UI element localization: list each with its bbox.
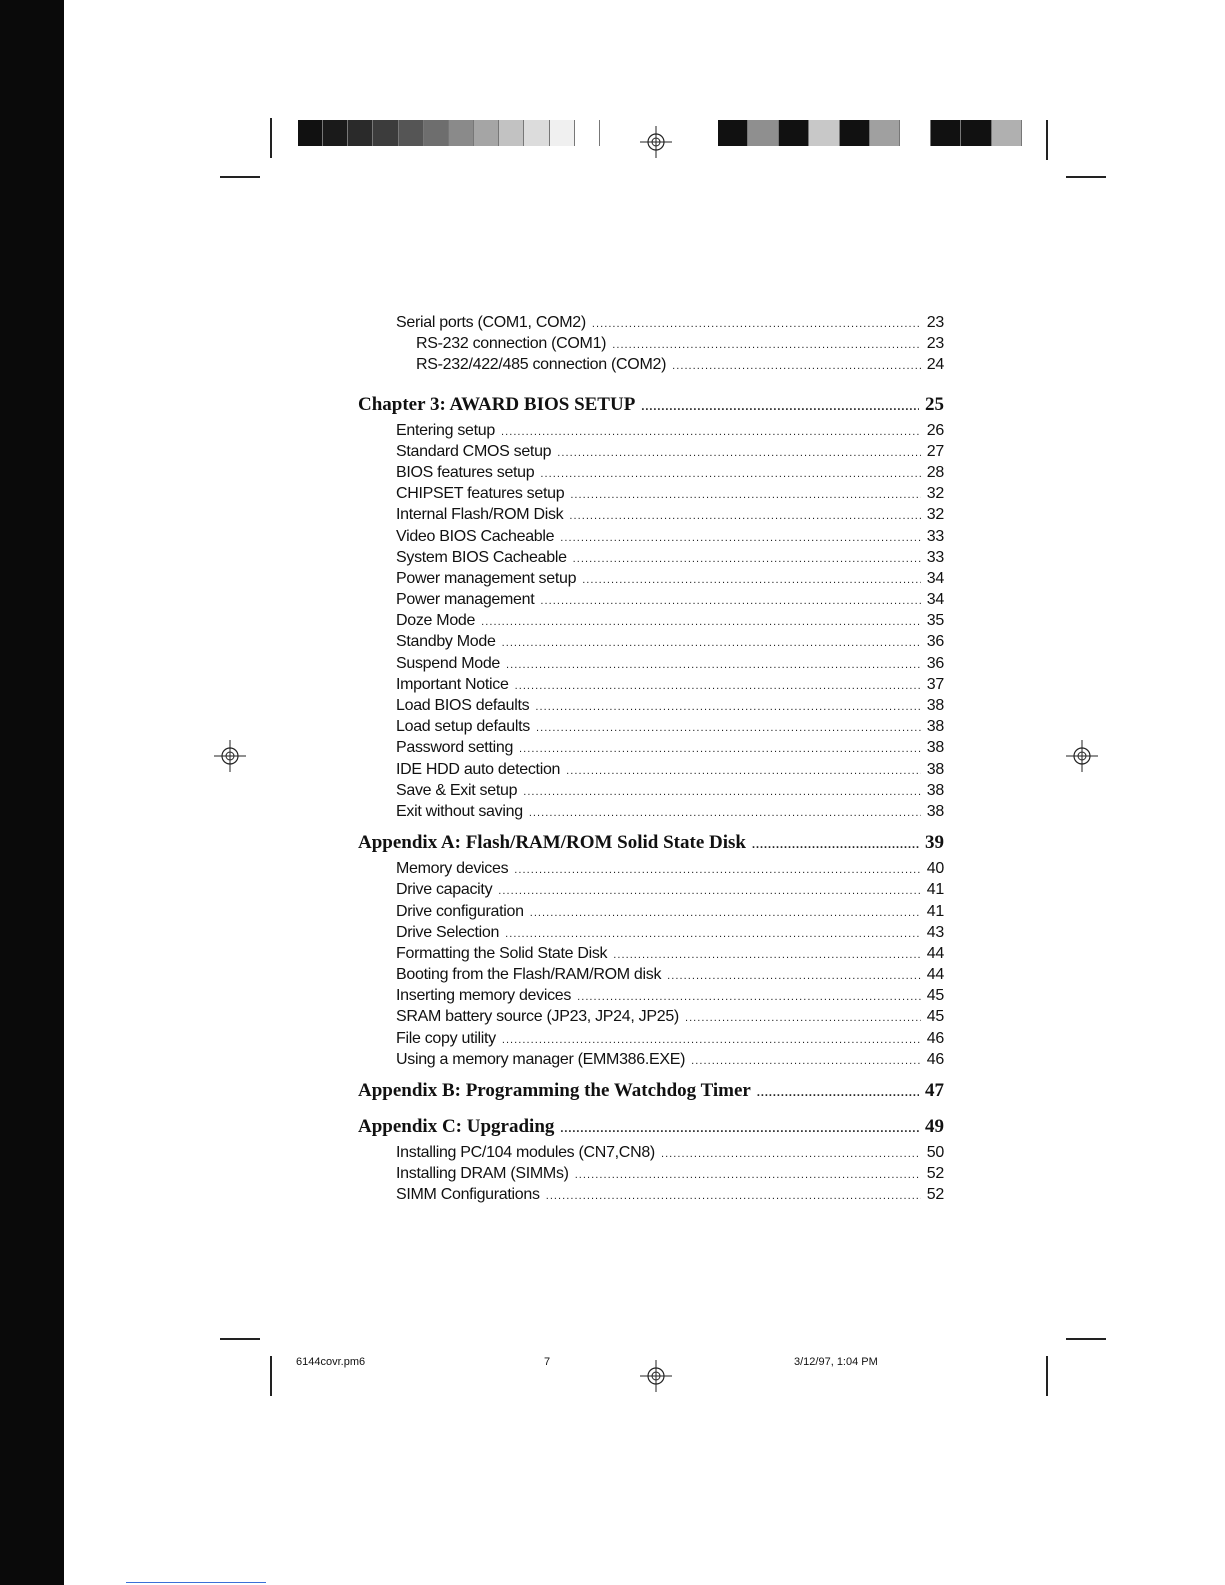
- toc-entry-title: Load setup defaults: [396, 718, 530, 736]
- toc-entry-page: 24: [926, 356, 944, 374]
- toc-entry[interactable]: [358, 526, 944, 547]
- toc-entry[interactable]: [358, 737, 944, 758]
- toc-entry-title: Doze Mode: [396, 612, 476, 630]
- toc-entry[interactable]: [358, 1028, 944, 1049]
- toc-entry[interactable]: [358, 1163, 944, 1184]
- crop-mark-top-right-horizontal: [1066, 176, 1106, 178]
- toc-entry[interactable]: [358, 943, 944, 964]
- toc-chapter-title: Appendix B: Programming the Watchdog Timer: [358, 1080, 751, 1101]
- toc-entry[interactable]: [358, 964, 944, 985]
- toc-entry-page: 32: [926, 506, 944, 524]
- toc-leader: [685, 1008, 921, 1029]
- toc-section-ssd: [358, 858, 944, 1070]
- toc-chapter-page: 25: [925, 393, 944, 415]
- toc-appendix-b[interactable]: [358, 1076, 944, 1106]
- toc-entry-page: 45: [926, 987, 944, 1005]
- toc-entry-title: Power management: [396, 591, 535, 609]
- toc-entry[interactable]: [358, 922, 944, 943]
- toc-entry[interactable]: [358, 610, 944, 631]
- toc-entry[interactable]: [358, 1142, 944, 1163]
- toc-entry-page: 50: [926, 1144, 944, 1161]
- toc-entry-title: RS-232/422/485 connection (COM2): [416, 356, 667, 374]
- toc-entry-title: SIMM Configurations: [396, 1186, 540, 1204]
- crop-mark-bottom-left-horizontal: [220, 1338, 260, 1340]
- toc-leader: [540, 464, 920, 485]
- calibration-swatch: [931, 120, 961, 146]
- toc-entry[interactable]: [358, 858, 944, 879]
- toc-entry[interactable]: [358, 1184, 944, 1205]
- toc-entry[interactable]: [358, 483, 944, 504]
- toc-entry-page: 44: [926, 966, 944, 984]
- calibration-swatch: [298, 120, 323, 146]
- toc-section-bios: [358, 420, 944, 823]
- toc-entry-page: 37: [926, 675, 944, 693]
- toc-entry[interactable]: [358, 547, 944, 568]
- toc-entry-title: Load BIOS defaults: [396, 697, 530, 714]
- footer-filename: 6144covr.pm6: [296, 1356, 366, 1368]
- toc-entry[interactable]: [358, 759, 944, 780]
- toc-entry-title: IDE HDD auto detection: [396, 760, 561, 778]
- toc-entry-page: 40: [926, 860, 944, 878]
- toc-entry-title: Serial ports (COM1, COM2): [396, 314, 586, 331]
- toc-leader: [575, 1165, 921, 1186]
- calibration-swatch: [399, 120, 424, 146]
- calibration-swatch: [524, 120, 549, 146]
- toc-entry-title: Drive Selection: [396, 923, 500, 941]
- toc-entry[interactable]: [358, 420, 944, 441]
- toc-entry-page: 36: [926, 654, 944, 672]
- toc-entry-page: 46: [926, 1050, 944, 1068]
- toc-entry[interactable]: [358, 1049, 944, 1070]
- calibration-swatch: [779, 120, 809, 146]
- toc-leader: [546, 1186, 921, 1207]
- scan-edge: [0, 0, 64, 1585]
- table-of-contents: [358, 312, 944, 1206]
- toc-leader: [505, 924, 921, 945]
- toc-entry[interactable]: [358, 462, 944, 483]
- toc-section-serial: [358, 312, 944, 376]
- toc-entry-title: Formatting the Solid State Disk: [396, 944, 608, 962]
- calibration-swatch: [748, 120, 778, 146]
- calibration-swatch: [348, 120, 373, 146]
- toc-entry-title: Power management setup: [396, 569, 577, 587]
- toc-leader: [641, 391, 919, 421]
- toc-entry-page: 38: [926, 739, 944, 757]
- toc-entry[interactable]: [358, 879, 944, 900]
- toc-entry[interactable]: [358, 631, 944, 652]
- toc-entry-page: 38: [926, 781, 944, 799]
- toc-leader: [498, 881, 921, 902]
- toc-leader: [691, 1051, 921, 1072]
- toc-entry[interactable]: [358, 1006, 944, 1027]
- toc-leader: [536, 718, 921, 739]
- toc-entry-page: 27: [926, 442, 944, 460]
- toc-entry-title: Drive configuration: [396, 902, 524, 920]
- toc-leader: [667, 966, 921, 987]
- toc-leader: [570, 485, 920, 506]
- toc-entry-page: 52: [926, 1186, 944, 1204]
- calibration-swatch: [840, 120, 870, 146]
- crop-mark-top-right-vertical: [1046, 120, 1048, 160]
- color-calibration-bar-right: [718, 120, 1022, 146]
- toc-entry-page: 36: [926, 633, 944, 651]
- toc-leader: [569, 506, 920, 527]
- toc-entry-page: 38: [926, 718, 944, 736]
- calibration-swatch: [575, 120, 600, 146]
- toc-entry-title: Important Notice: [396, 675, 509, 693]
- toc-leader: [592, 314, 921, 335]
- toc-entry-title: Memory devices: [396, 860, 509, 878]
- toc-entry[interactable]: [358, 985, 944, 1006]
- toc-leader: [560, 528, 921, 549]
- toc-leader: [577, 987, 921, 1008]
- footer-timestamp: 3/12/97, 1:04 PM: [794, 1356, 878, 1368]
- toc-entry-title: Save & Exit setup: [396, 781, 518, 799]
- toc-chapter-page: 49: [925, 1116, 944, 1137]
- toc-leader: [529, 803, 921, 824]
- toc-entry[interactable]: [358, 333, 944, 354]
- toc-appendix-a[interactable]: [358, 828, 944, 858]
- calibration-swatch: [499, 120, 524, 146]
- toc-entry-page: 33: [926, 527, 944, 545]
- toc-entry-page: 34: [926, 591, 944, 609]
- calibration-swatch: [961, 120, 991, 146]
- calibration-swatch: [449, 120, 474, 146]
- toc-section-upgrading: [358, 1142, 944, 1206]
- registration-crosshair-icon: [638, 1358, 674, 1394]
- calibration-swatch: [323, 120, 348, 146]
- calibration-swatch: [474, 120, 499, 146]
- toc-entry[interactable]: [358, 901, 944, 922]
- toc-entry-page: 26: [926, 421, 944, 439]
- toc-chapter-title: Appendix A: Flash/RAM/ROM Solid State Disk: [358, 832, 746, 854]
- toc-entry[interactable]: [358, 674, 944, 695]
- toc-leader: [661, 1144, 921, 1165]
- toc-leader: [515, 676, 921, 697]
- toc-entry[interactable]: [358, 589, 944, 610]
- toc-leader: [557, 443, 921, 464]
- toc-entry-page: 23: [926, 314, 944, 331]
- toc-leader: [757, 1077, 919, 1107]
- crop-mark-bottom-right-horizontal: [1066, 1338, 1106, 1340]
- toc-leader: [514, 860, 921, 881]
- toc-entry-title: Booting from the Flash/RAM/ROM disk: [396, 966, 662, 984]
- toc-entry-title: Exit without saving: [396, 802, 523, 820]
- toc-leader: [566, 761, 921, 782]
- toc-entry-title: Standby Mode: [396, 633, 496, 651]
- toc-entry[interactable]: [358, 801, 944, 822]
- toc-leader: [672, 356, 921, 377]
- toc-appendix-c[interactable]: [358, 1112, 944, 1142]
- toc-leader: [612, 335, 921, 356]
- toc-chapter-3[interactable]: [358, 390, 944, 420]
- toc-chapter-title: Chapter 3: AWARD BIOS SETUP: [358, 393, 636, 415]
- toc-entry-title: RS-232 connection (COM1): [416, 335, 607, 353]
- color-calibration-bar-left: [298, 120, 600, 146]
- calibration-swatch: [550, 120, 575, 146]
- calibration-swatch: [900, 120, 930, 146]
- toc-entry[interactable]: [358, 695, 944, 716]
- toc-entry-title: BIOS features setup: [396, 463, 535, 481]
- toc-leader: [502, 1030, 921, 1051]
- calibration-swatch: [809, 120, 839, 146]
- toc-entry[interactable]: [358, 653, 944, 674]
- toc-leader: [501, 422, 921, 443]
- toc-entry-title: Installing DRAM (SIMMs): [396, 1165, 569, 1183]
- toc-leader: [582, 570, 921, 591]
- registration-crosshair-icon: [638, 124, 674, 160]
- toc-entry-page: 45: [926, 1008, 944, 1026]
- calibration-swatch: [870, 120, 900, 146]
- toc-entry-title: Standard CMOS setup: [396, 442, 552, 460]
- crop-mark-top-left-horizontal: [220, 176, 260, 178]
- toc-entry-title: CHIPSET features setup: [396, 485, 565, 503]
- toc-entry-title: SRAM battery source (JP23, JP24, JP25): [396, 1008, 679, 1026]
- toc-entry-page: 41: [926, 902, 944, 920]
- calibration-swatch: [992, 120, 1022, 146]
- toc-entry-page: 34: [926, 569, 944, 587]
- toc-leader: [535, 697, 920, 718]
- toc-entry-page: 28: [926, 463, 944, 481]
- toc-chapter-page: 47: [925, 1080, 944, 1101]
- toc-leader: [573, 549, 921, 570]
- crop-mark-bottom-left-vertical: [270, 1356, 272, 1396]
- toc-entry-title: Suspend Mode: [396, 654, 501, 672]
- toc-entry[interactable]: [358, 568, 944, 589]
- toc-entry-title: Inserting memory devices: [396, 987, 572, 1005]
- toc-entry-title: Drive capacity: [396, 881, 493, 899]
- toc-entry-page: 35: [926, 612, 944, 630]
- registration-crosshair-icon: [212, 738, 248, 774]
- toc-entry-page: 23: [926, 335, 944, 353]
- toc-entry-page: 46: [926, 1029, 944, 1047]
- toc-leader: [540, 591, 920, 612]
- toc-entry-title: Installing PC/104 modules (CN7,CN8): [396, 1144, 655, 1161]
- toc-entry-title: Video BIOS Cacheable: [396, 527, 555, 545]
- registration-crosshair-icon: [1064, 738, 1100, 774]
- toc-entry-page: 32: [926, 485, 944, 503]
- calibration-swatch: [424, 120, 449, 146]
- toc-leader: [530, 903, 921, 924]
- toc-entry[interactable]: [358, 354, 944, 375]
- toc-leader: [523, 782, 921, 803]
- calibration-swatch: [373, 120, 398, 146]
- toc-leader: [519, 739, 921, 760]
- toc-leader: [560, 1113, 919, 1143]
- toc-entry-page: 38: [926, 697, 944, 714]
- crop-mark-top-left-vertical: [270, 118, 272, 158]
- toc-entry-page: 38: [926, 802, 944, 820]
- toc-entry-title: Using a memory manager (EMM386.EXE): [396, 1050, 686, 1068]
- toc-entry-page: 52: [926, 1165, 944, 1183]
- toc-entry[interactable]: [358, 716, 944, 737]
- toc-entry-title: Password setting: [396, 739, 514, 757]
- toc-entry-page: 41: [926, 881, 944, 899]
- toc-entry-page: 44: [926, 944, 944, 962]
- toc-leader: [752, 829, 919, 859]
- footer-page-number: 7: [544, 1356, 551, 1368]
- toc-leader: [613, 945, 921, 966]
- toc-entry[interactable]: [358, 312, 944, 333]
- toc-leader: [502, 633, 921, 654]
- toc-entry[interactable]: [358, 780, 944, 801]
- toc-entry-title: Entering setup: [396, 421, 495, 439]
- crop-mark-bottom-right-vertical: [1046, 1356, 1048, 1396]
- toc-chapter-title: Appendix C: Upgrading: [358, 1116, 555, 1137]
- toc-entry-page: 33: [926, 548, 944, 566]
- toc-entry-page: 38: [926, 760, 944, 778]
- calibration-swatch: [718, 120, 748, 146]
- toc-leader: [506, 655, 921, 676]
- toc-chapter-page: 39: [925, 832, 944, 854]
- toc-entry-title: Internal Flash/ROM Disk: [396, 506, 564, 524]
- link-underline: [126, 1582, 266, 1583]
- toc-entry-page: 43: [926, 923, 944, 941]
- toc-entry[interactable]: [358, 441, 944, 462]
- toc-leader: [481, 612, 921, 633]
- toc-entry[interactable]: [358, 504, 944, 525]
- toc-entry-title: File copy utility: [396, 1029, 496, 1047]
- toc-entry-title: System BIOS Cacheable: [396, 548, 567, 566]
